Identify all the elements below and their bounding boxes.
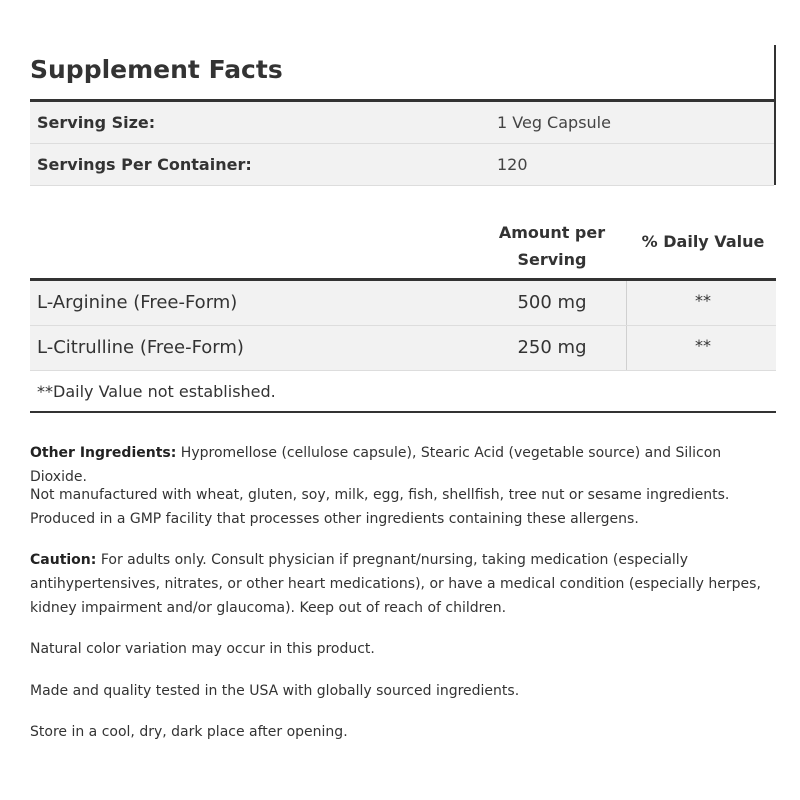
- table-bottom-rule: [30, 411, 776, 413]
- daily-value-footnote: **Daily Value not established.: [37, 382, 276, 401]
- color-variation-note: Natural color variation may occur in this product.: [30, 641, 375, 657]
- servings-per-container-value: 120: [497, 155, 528, 174]
- storage-note: Store in a cool, dry, dark place after opening.: [30, 724, 348, 740]
- amount-per-serving-header: [492, 219, 612, 273]
- nutrient-amount: 500 mg: [517, 292, 587, 313]
- page-title: Supplement Facts: [30, 55, 283, 84]
- daily-value-header: % Daily Value: [641, 232, 765, 251]
- nutrient-daily-value: **: [695, 291, 711, 310]
- made-in-usa-note: Made and quality tested in the USA with globally sourced ingredients.: [30, 683, 520, 699]
- amount-header-line2: Serving: [517, 250, 587, 269]
- amount-header-line1: Amount per: [498, 223, 606, 242]
- allergen-line: Not manufactured with wheat, gluten, soy, milk, egg, fish, shellfish, tree nut or sesame ingredients.: [30, 487, 730, 503]
- nutrient-name: L-Citrulline (Free-Form): [37, 337, 244, 358]
- serving-size-label: Serving Size:: [37, 113, 156, 132]
- nutrient-name: L-Arginine (Free-Form): [37, 292, 238, 313]
- facts-header-block: [30, 45, 776, 185]
- other-ingredients-text: Hypromellose (cellulose capsule), Stearic Acid (vegetable source) and Silicon Dioxide.: [30, 445, 722, 485]
- nutrient-amount: 250 mg: [517, 337, 587, 358]
- serving-size-value: 1 Veg Capsule: [497, 113, 611, 132]
- servings-per-container-label: Servings Per Container:: [37, 155, 252, 174]
- allergen-line: Produced in a GMP facility that processes other ingredients containing these allergens.: [30, 511, 639, 527]
- serving-size-row: [30, 102, 774, 144]
- other-ingredients-note: [30, 441, 780, 489]
- caution-note: [30, 548, 780, 620]
- table-row: [30, 281, 776, 326]
- caution-label: Caution:: [30, 552, 97, 568]
- table-row: [30, 326, 776, 371]
- nutrient-daily-value: **: [695, 336, 711, 355]
- column-divider: [626, 281, 627, 325]
- allergen-note: [30, 483, 780, 531]
- caution-line: For adults only. Consult physician if pregnant/nursing, taking medication (especially: [96, 552, 688, 568]
- other-ingredients-label: Other Ingredients:: [30, 445, 177, 461]
- column-divider: [626, 326, 627, 370]
- caution-line: kidney impairment and/or glaucoma). Keep out of reach of children.: [30, 600, 507, 616]
- servings-per-container-row: [30, 144, 774, 186]
- caution-line: antihypertensives, nitrates, or other heart medications), or have a medical condition (especially herpes,: [30, 576, 761, 592]
